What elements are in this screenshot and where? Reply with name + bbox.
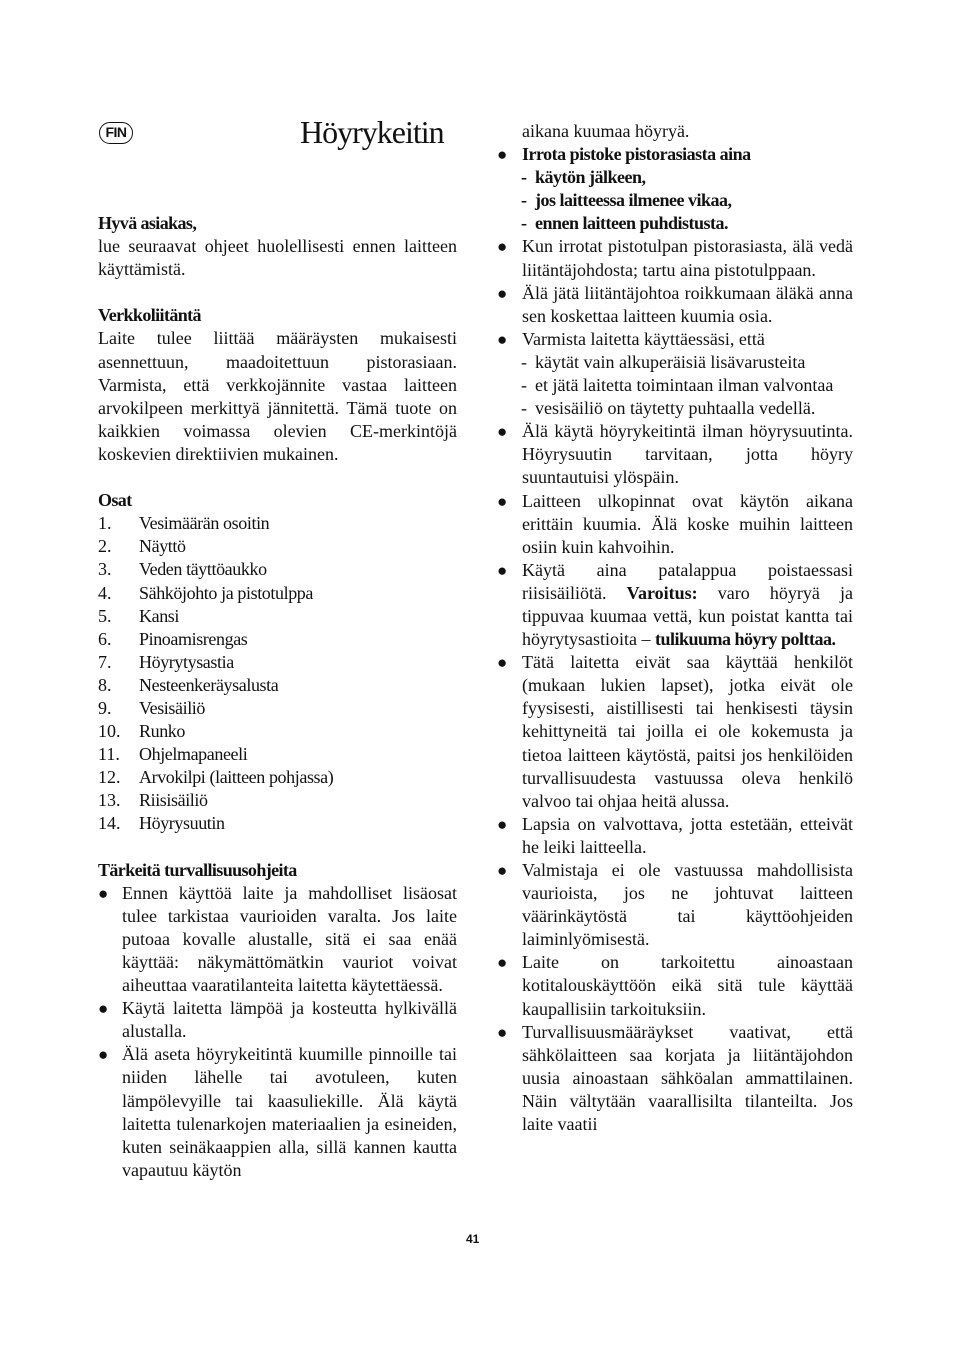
list-item — [98, 651, 457, 674]
safety-text: Ennen käyttöä laite ja mahdolliset lisäosat tulee tarkistaa vaurioiden varalta. Jos laite putoaa kovalle alustalle, sitä ei saa enää käyttää: näkymättömätkin vauriot voivat aiheuttaa vaaratilanteita laitetta käytettäessä. — [122, 882, 457, 996]
item-label: Runko — [139, 721, 186, 742]
page-number: 41 — [466, 1232, 480, 1246]
item-number: 7. — [98, 651, 112, 672]
list-item — [497, 420, 853, 489]
item-label: Ohjelmapaneeli — [139, 744, 248, 765]
unplug-heading: Irrota pistoke pistorasiasta aina — [522, 144, 751, 165]
item-label: Pinoamisrengas — [139, 628, 248, 649]
sub-item-text: käytät vain alkuperäisiä lisävarusteita — [535, 351, 806, 372]
bullet-icon: ● — [98, 999, 109, 1019]
mitt-text-continued: varo höyryä ja tippuvaa kuumaa vettä, kun poistat kantta tai höyrytysastioita – — [522, 582, 854, 650]
safety-text: Turvallisuusmääräykset vaativat, että sähkölaitteen saa korjata ja liitäntäjohdon uusia ainoastaan sähköalan ammattilainen. Näin vältytään vaarallisilta tilanteilta. Jos laite vaatii — [522, 1021, 853, 1135]
bullet-icon: ● — [497, 1022, 508, 1042]
list-item — [98, 628, 457, 651]
bullet-icon: ● — [497, 283, 508, 303]
safety-text: Valmistaja ei ole vastuussa mahdollisista vaurioista, jos ne johtuvat laitteen väärinkäytöstä tai käyttöohjeiden laiminlyömisestä. — [522, 860, 853, 950]
bullet-icon: ● — [497, 953, 508, 973]
list-item — [497, 951, 853, 1020]
item-number: 8. — [98, 674, 112, 695]
bullet-icon: ● — [497, 422, 508, 442]
burn-warning: tulikuuma höyry polttaa. — [655, 629, 836, 650]
sub-item: - käytön jälkeen, — [497, 166, 853, 189]
list-item — [497, 559, 853, 651]
list-item — [98, 997, 457, 1043]
sub-item-text: et jätä laitetta toimintaan ilman valvontaa — [535, 375, 834, 396]
list-item — [98, 605, 457, 628]
safety-text: Laitteen ulkopinnat ovat käytön aikana erittäin kuumia. Älä koske muihin laitteen osiin kuin kahvoihin. — [522, 490, 853, 557]
bullet-icon: ● — [98, 1045, 109, 1065]
bullet-icon: ● — [497, 814, 508, 834]
safety-text: Älä jätä liitäntäjohtoa roikkumaan äläkä anna sen koskettaa laitteen kuumia osia. — [522, 282, 853, 326]
list-item — [98, 558, 457, 581]
sub-item-text: ennen laitteen puhdistusta. — [535, 213, 729, 234]
list-item — [497, 859, 853, 951]
item-number: 11. — [98, 744, 120, 765]
list-item — [98, 674, 457, 697]
list-item — [98, 697, 457, 720]
parts-heading: Osat — [98, 490, 132, 511]
item-label: Höyrytysastia — [139, 651, 234, 672]
sub-item: - vesisäiliö on täytetty puhtaalla vedellä. — [497, 397, 853, 420]
item-number: 2. — [98, 536, 112, 557]
list-item — [497, 1021, 853, 1136]
list-item — [98, 535, 457, 558]
sub-item-text: jos laitteessa ilmenee vikaa, — [535, 190, 732, 211]
list-item — [98, 766, 457, 789]
sub-item-text: käytön jälkeen, — [535, 167, 646, 188]
sub-item: - jos laitteessa ilmenee vikaa, — [497, 189, 853, 212]
list-item — [98, 1043, 457, 1182]
bullet-icon: ● — [497, 560, 508, 580]
item-number: 6. — [98, 628, 112, 649]
item-label: Vesimäärän osoitin — [139, 513, 270, 534]
item-number: 9. — [98, 697, 112, 718]
list-item — [98, 882, 457, 997]
item-number: 3. — [98, 559, 112, 580]
list-item — [98, 789, 457, 812]
safety-text: Käytä laitetta lämpöä ja kosteutta hylkivällä alustalla. — [122, 998, 457, 1042]
safety-text: Tätä laitetta eivät saa käyttää henkilöt (mukaan lukien lapset), jotka eivät ole fyysisesti, aistillisesti tai henkisesti täysin kehittyneitä tai joilla ei ole kokemusta ja tietoa laitteen käytöstä, paitsi jos henkilöiden turvallisuudesta vastuussa oleva henkilö valvoo tai ohjaa heitä alussa. — [522, 652, 853, 811]
item-number: 1. — [98, 513, 112, 534]
sub-item: - käytät vain alkuperäisiä lisävarusteita — [497, 351, 853, 374]
list-item — [98, 720, 457, 743]
list-item — [497, 235, 853, 281]
mains-text: Laite tulee liittää määräysten mukaisesti asennettuun, maadoitettuun pistorasiaan. Varmista, että verkkojännite vastaa laitteen arvokilpeen merkittyä jännitettä. Tämä tuote on kaikkien voimassa olevien CE-merkintöjä koskevien direktiivien mukainen. — [98, 328, 457, 464]
left-column — [98, 212, 457, 1182]
greeting-heading: Hyvä asiakas, — [98, 213, 197, 233]
safety-text: Kun irrotat pistotulpan pistorasiasta, älä vedä liitäntäjohdosta; tartu aina pistotulppaan. — [522, 236, 853, 280]
safety-text: Älä aseta höyrykeitintä kuumille pinnoille tai niiden lähelle tai avotuleen, kuten lämpölevyille tai kaasuliekille. Älä käytä laitetta tulenarkojen materiaalien ja esineiden, kuten seinäkaappien alla, sillä kannen kautta vapautuu käytön — [122, 1044, 457, 1180]
bullet-icon: ● — [497, 237, 508, 257]
parts-list — [98, 512, 457, 835]
list-item — [497, 813, 853, 859]
item-label: Näyttö — [139, 536, 186, 557]
list-item — [98, 512, 457, 535]
list-item — [98, 812, 457, 835]
safety-text — [522, 559, 853, 651]
safety-text: Laite on tarkoitettu ainoastaan kotitalouskäyttöön eikä sitä tule käyttää kaupallisiin tarkoituksiin. — [522, 952, 853, 1019]
safety-text: Varmista laitetta käyttäessäsi, että — [522, 328, 765, 349]
item-number: 13. — [98, 790, 121, 811]
safety-text: Lapsia on valvottava, jotta estetään, etteivät he leiki laitteella. — [522, 813, 853, 857]
item-number: 5. — [98, 605, 112, 626]
safety-heading: Tärkeitä turvallisuusohjeita — [98, 859, 297, 880]
list-item — [98, 582, 457, 605]
item-number: 14. — [98, 813, 121, 834]
item-label: Riisisäiliö — [139, 790, 208, 811]
list-item — [497, 328, 853, 351]
list-item — [497, 651, 853, 813]
sub-item: - et jätä laitetta toimintaan ilman valvontaa — [497, 374, 853, 397]
item-label: Nesteenkeräysalusta — [139, 674, 279, 695]
sub-item-text: vesisäiliö on täytetty puhtaalla vedellä. — [535, 398, 816, 419]
list-item — [497, 490, 853, 559]
bullet-icon: ● — [497, 329, 508, 349]
item-label: Sähköjohto ja pistotulppa — [139, 582, 313, 603]
list-item — [497, 143, 853, 166]
sub-item: - ennen laitteen puhdistusta. — [497, 212, 853, 235]
bullet-icon: ● — [98, 883, 109, 903]
right-column — [497, 120, 853, 1136]
item-label: Vesisäiliö — [139, 697, 205, 718]
mitt-text: Käytä aina patalappua poistaessasi riisisäiliötä. — [522, 559, 853, 603]
list-item — [497, 282, 853, 328]
language-badge: FIN — [99, 122, 133, 144]
item-number: 12. — [98, 767, 121, 788]
item-label: Höyrysuutin — [139, 813, 225, 834]
greeting-text: lue seuraavat ohjeet huolellisesti ennen laitteen käyttämistä. — [98, 236, 457, 280]
safety-text: Älä käytä höyrykeitintä ilman höyrysuutinta. Höyrysuutin tarvitaan, jotta höyry suuntautuisi ylöspäin. — [522, 421, 853, 488]
bullet-icon: ● — [497, 861, 508, 880]
mains-heading: Verkkoliitäntä — [98, 305, 201, 326]
item-label: Kansi — [139, 605, 179, 626]
item-number: 4. — [98, 582, 112, 603]
bullet-icon: ● — [497, 653, 508, 673]
warning-label: Varoitus: — [626, 582, 698, 603]
bullet-icon: ● — [497, 145, 508, 165]
list-item — [98, 743, 457, 766]
bullet-icon: ● — [497, 491, 508, 511]
item-label: Arvokilpi (laitteen pohjassa) — [139, 767, 334, 788]
page-title: Höyrykeitin — [300, 114, 444, 150]
item-number: 10. — [98, 721, 121, 742]
item-label: Veden täyttöaukko — [139, 559, 267, 580]
continuation-text: aikana kuumaa höyryä. — [522, 121, 690, 141]
